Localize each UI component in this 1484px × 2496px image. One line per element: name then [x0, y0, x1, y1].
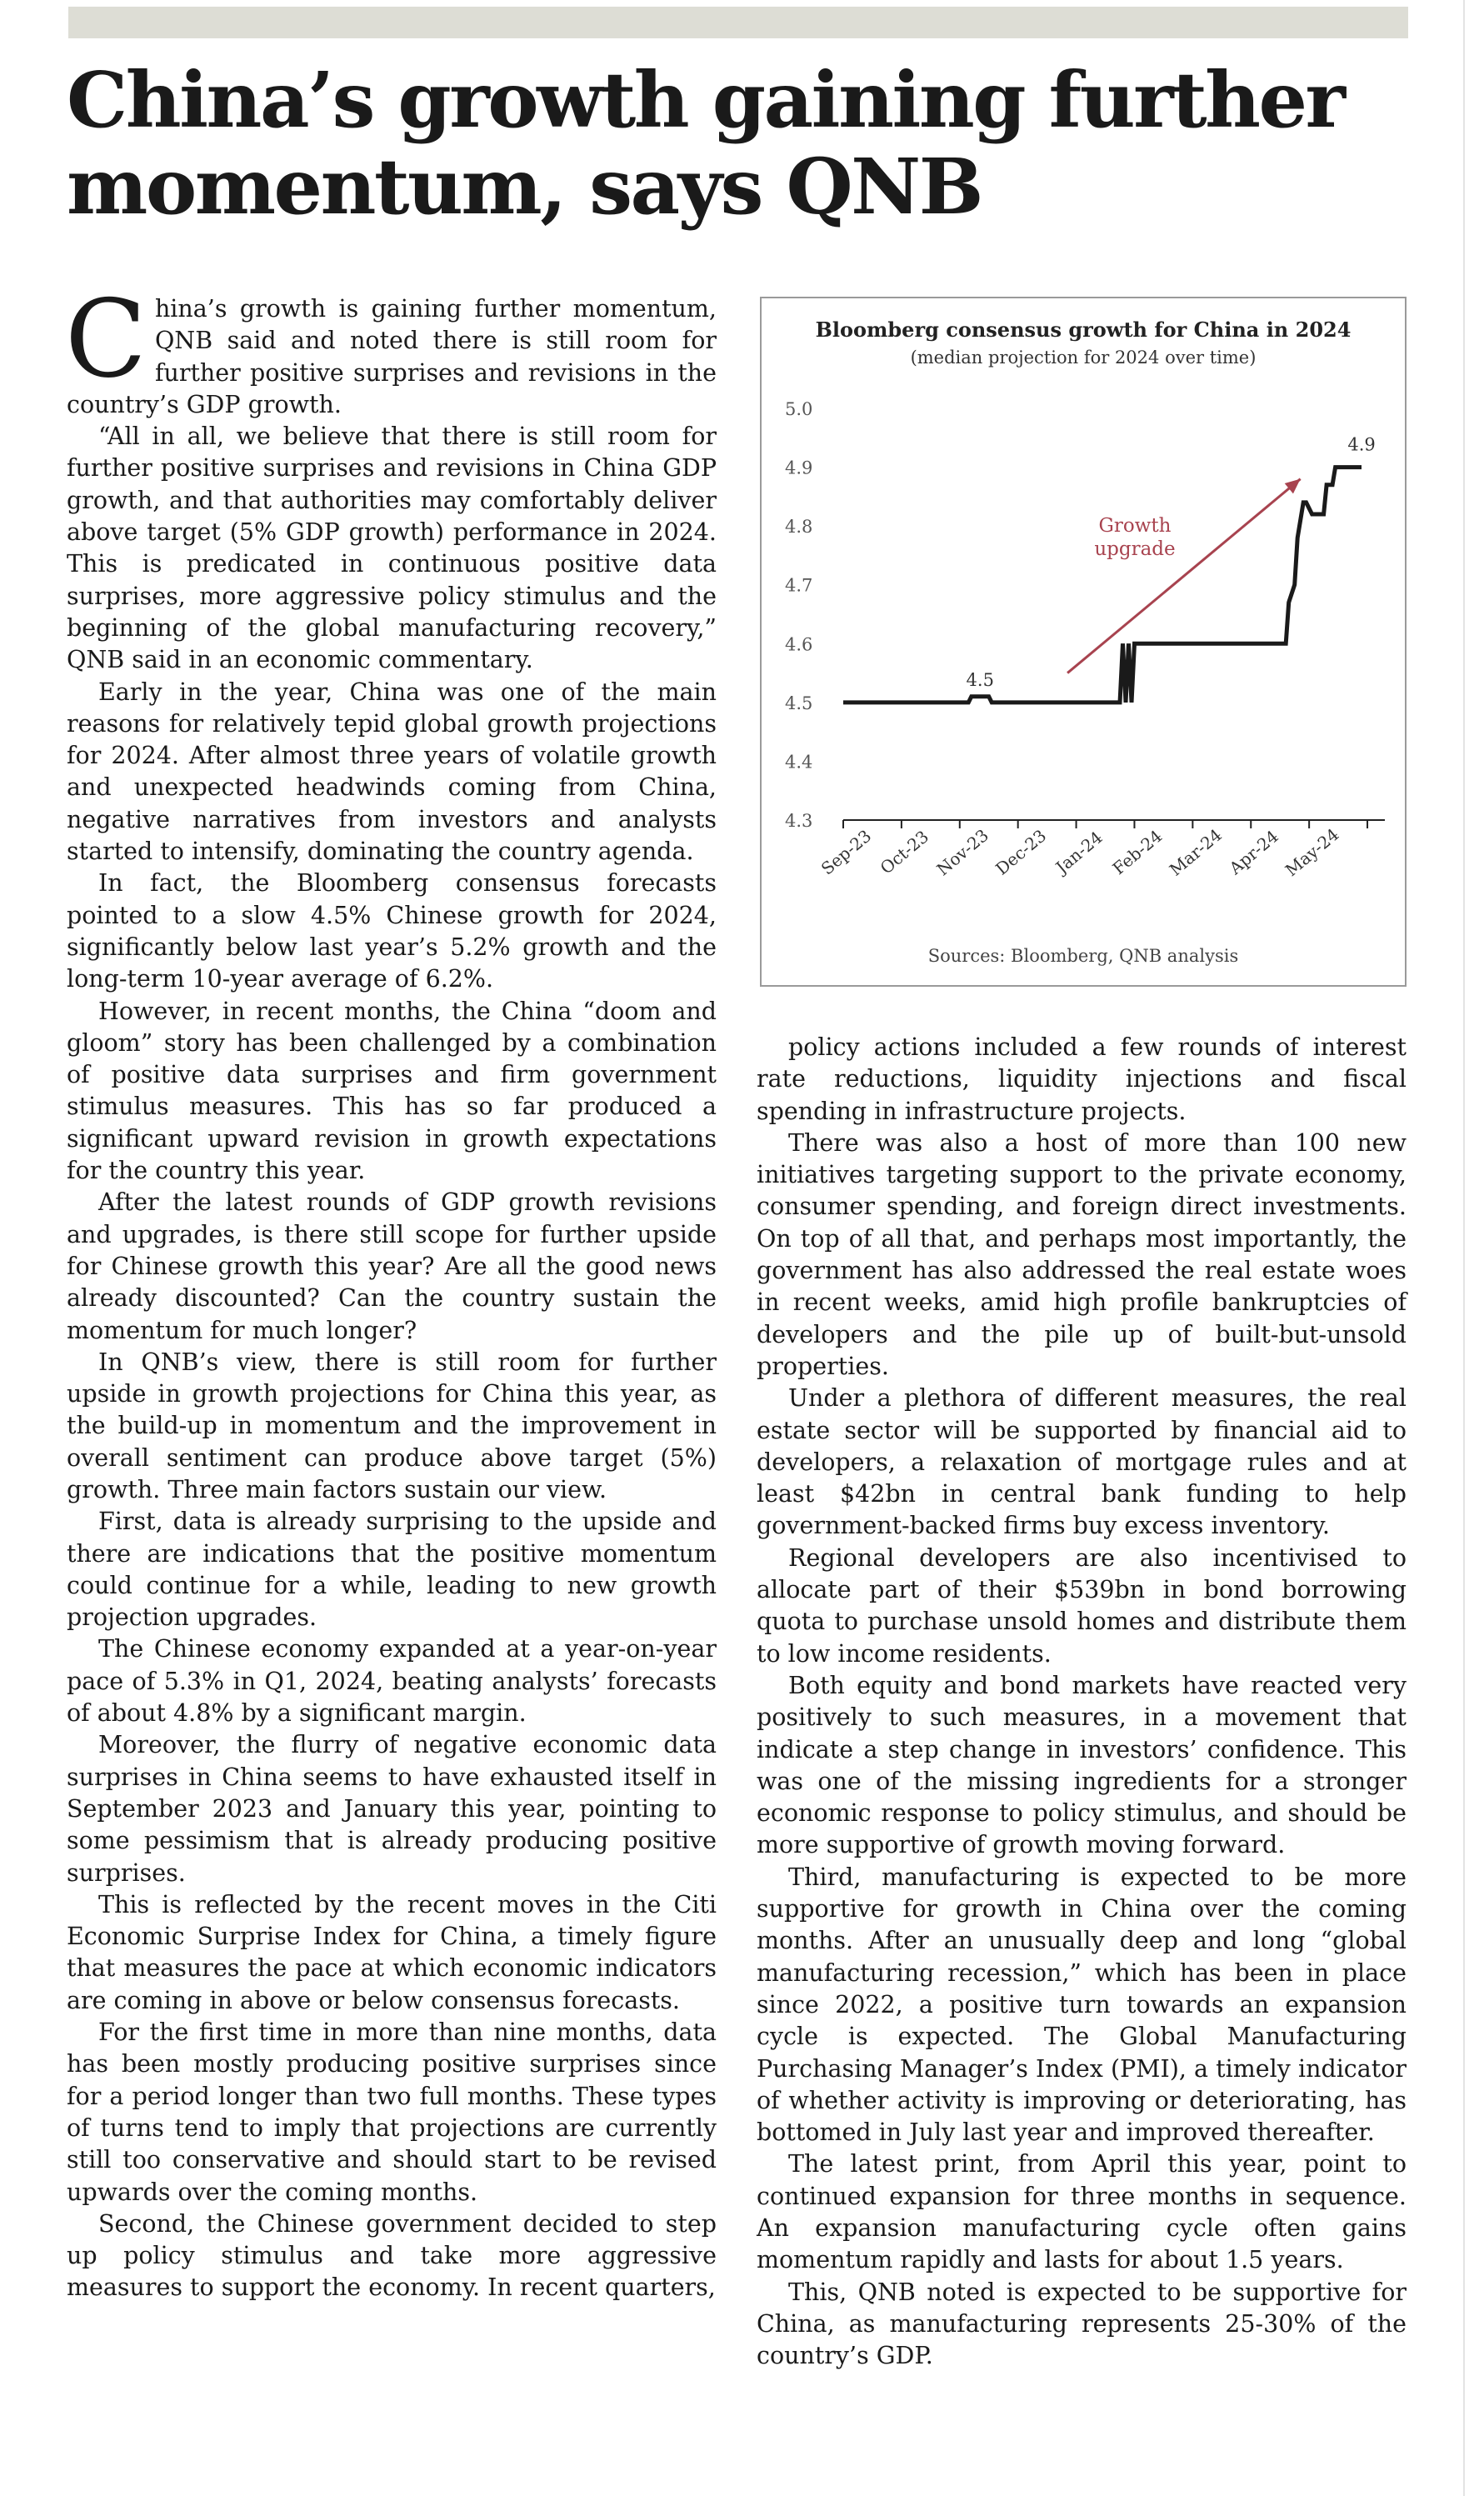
x-tick-label: Dec-23 [992, 825, 1051, 879]
article-paragraph: In fact, the Bloomberg consensus forecasts pointed to a slow 4.5% Chinese growth for 2024, significantly below last year’s 5.2% growth and the long-term 10-year average of 6.2%. [67, 869, 717, 993]
article-paragraph: Moreover, the flurry of negative economic data surprises in China seems to have exhausted itself in September 2023 and January this year, pointing to some pessimism that is already producing positive surprises. [67, 1731, 717, 1887]
article-paragraph: There was also a host of more than 100 new initiatives targeting support to the private economy, consumer spending, and foreign direct investments. On top of all that, and perhaps most importantly, the government has also addressed the real estate woes in recent weeks, amid high profile bankruptcies of developers and the pile up of built-but-unsold properties. [757, 1128, 1407, 1380]
column-divider [1463, 0, 1465, 2496]
series-line [843, 468, 1362, 703]
article-paragraph: This, QNB noted is expected to be supportive for China, as manufacturing represents 25-30% of the country’s GDP. [757, 2278, 1407, 2370]
y-tick-label: 4.3 [785, 811, 813, 831]
article-paragraph: Under a plethora of different measures, the real estate sector will be supported by financial aid to developers, a relaxation of mortgage rules and at least $42bn in central bank funding to help government-backed firms buy excess inventory. [757, 1384, 1407, 1540]
article-paragraph: Third, manufacturing is expected to be more supportive for growth in China over the coming months. After an unusually deep and long “global manufacturing recession,” which has been in place since 2022, a positive turn towards an expansion cycle is expected. The Global Manufacturing Purchasing Manager’s Index (PMI), a timely indicator of whether activity is improving or deteriorating, has bottomed in July last year and improved thereafter. [757, 1863, 1407, 2147]
x-tick-label: Jan-24 [1052, 827, 1107, 878]
y-tick-label: 4.4 [785, 752, 813, 773]
article-paragraph: However, in recent months, the China “doom and gloom” story has been challenged by a combination of positive data surprises and firm government stimulus measures. This has so far produced a significant upward revision in growth expectations for the country this year. [67, 997, 717, 1185]
drop-cap: C [65, 278, 147, 402]
article-paragraph [65, 278, 717, 421]
headline: China’s growth gaining further momentum, says QNB [67, 55, 1344, 232]
article-paragraph: The Chinese economy expanded at a year-on-year pace of 5.3% in Q1, 2024, beating analysts’ forecasts of about 4.8% by a significant margin. [67, 1635, 717, 1728]
x-tick-label: Sep-23 [817, 825, 876, 879]
y-tick-label: 4.9 [785, 458, 813, 478]
article-paragraph: Early in the year, China was one of the main reasons for relatively tepid global growth projections for 2024. After almost three years of volatile growth and unexpected headwinds coming from China, negative narratives from investors and analysts started to intensify, dominating the country agenda. [67, 678, 717, 866]
paragraph-text: hina’s growth is gaining further momentum, QNB said and noted there is still room for further positive surprises and revisions in the country’s GDP growth. [67, 295, 717, 418]
article-paragraph: The latest print, from April this year, point to continued expansion for three months in sequence. An expansion manufacturing cycle often gains momentum rapidly and lasts for about 1.5 years. [757, 2150, 1407, 2274]
header-rule [68, 7, 1408, 38]
article-paragraph: Regional developers are also incentivised to allocate part of their $539bn in bond borrowing quota to purchase unsold homes and distribute them to low income residents. [757, 1543, 1407, 1668]
chart-title: Bloomberg consensus growth for China in 2024 [815, 318, 1352, 342]
annotation-growth-label: Growth [1098, 515, 1172, 537]
x-tick-label: Apr-24 [1225, 826, 1282, 879]
x-tick-label: Feb-24 [1108, 826, 1167, 879]
annotation-start-value: 4.5 [966, 669, 994, 690]
growth-chart [762, 298, 1405, 985]
article-paragraph: After the latest rounds of GDP growth revisions and upgrades, is there still scope for further upside for Chinese growth this year? Are all the good news already discounted? Can the country sustain the momentum for much longer? [67, 1188, 717, 1344]
article-paragraph: policy actions included a few rounds of interest rate reductions, liquidity injections and fiscal spending in infrastructure projects. [757, 1033, 1407, 1125]
article-paragraph: Both equity and bond markets have reacted very positively to such measures, in a movement that indicate a step change in investors’ confidence. This was one of the missing ingredients for a stronger economic response to policy stimulus, and should be more supportive of growth moving forward. [757, 1671, 1407, 1859]
article-paragraph: Second, the Chinese government decided to step up policy stimulus and take more aggressive measures to support the economy. In recent quarters, [67, 2209, 717, 2302]
article-paragraph: “All in all, we believe that there is still room for further positive surprises and revisions in China GDP growth, and that authorities may comfortably deliver above target (5% GDP growth) performance in 2024. This is predicated in continuous positive data surprises, more aggressive policy stimulus and the beginning of the global manufacturing recovery,” QNB said in an economic commentary. [67, 423, 717, 674]
article-column-right [757, 1032, 1407, 2372]
x-tick-label: Nov-23 [932, 824, 992, 880]
x-tick-label: May-24 [1281, 824, 1343, 881]
article-paragraph: In QNB’s view, there is still room for further upside in growth projections for China this year, as the build-up in momentum and the improvement in overall sentiment can produce above target (5%) growth. Three main factors sustain our view. [67, 1348, 717, 1503]
annotation-end-value: 4.9 [1347, 434, 1376, 455]
x-tick-label: Oct-23 [876, 826, 933, 878]
annotation-upgrade-label: upgrade [1094, 538, 1176, 560]
y-tick-label: 4.8 [785, 517, 813, 538]
article-paragraph: First, data is already surprising to the upside and there are indications that the positive momentum could continue for a while, leading to new growth projection upgrades. [67, 1508, 717, 1632]
chart-subtitle: (median projection for 2024 over time) [910, 348, 1257, 368]
y-tick-label: 4.7 [785, 575, 813, 596]
y-tick-label: 5.0 [785, 399, 813, 419]
chart-figure [760, 297, 1407, 987]
article-paragraph: For the first time in more than nine months, data has been mostly producing positive surprises since for a period longer than two full months. These types of turns tend to imply that projections are currently still too conservative and should start to be revised upwards over the coming months. [67, 2018, 717, 2206]
chart-source: Sources: Bloomberg, QNB analysis [927, 946, 1239, 966]
x-tick-label: Mar-24 [1165, 824, 1226, 880]
y-tick-label: 4.5 [785, 693, 813, 713]
y-tick-label: 4.6 [785, 634, 813, 655]
article-column-left [65, 278, 717, 2304]
article-paragraph: This is reflected by the recent moves in the Citi Economic Surprise Index for China, a timely figure that measures the pace at which economic indicators are coming in above or below consensus forecasts. [67, 1890, 717, 2014]
